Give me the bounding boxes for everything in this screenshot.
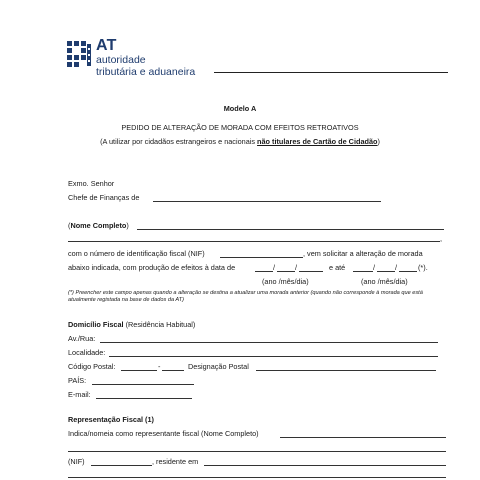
codigo-postal-field-1[interactable] (121, 370, 157, 371)
brand-short: AT (96, 37, 117, 54)
form-subtitle (0, 137, 480, 146)
codigo-postal-dash: - (158, 362, 161, 371)
name-label (68, 221, 129, 230)
date-from-month[interactable] (277, 271, 295, 272)
date-to-month[interactable] (377, 271, 395, 272)
residente-field-2[interactable] (68, 477, 446, 478)
designacao-label: Designação Postal (188, 362, 249, 371)
residente-field[interactable] (204, 465, 446, 466)
codigo-postal-field-2[interactable] (162, 370, 184, 371)
subtitle-text: (A utilizar por cidadãos estrangeiros e nacionais (100, 137, 258, 146)
representante-name-field[interactable] (280, 437, 446, 438)
representacao-heading: Representação Fiscal (1) (68, 415, 154, 424)
date-hint-to: (ano /mês/dia) (361, 277, 408, 286)
name-field-line-2[interactable] (68, 241, 440, 242)
subtitle-close: ) (377, 137, 380, 146)
form-model: Modelo A (223, 104, 257, 113)
localidade-label: Localidade: (68, 348, 106, 357)
nif-field[interactable] (220, 257, 303, 258)
subtitle-emphasis: não titulares de Cartão de Cidadão (257, 137, 378, 146)
paren-close: ) (126, 221, 129, 230)
slash: / (373, 263, 376, 272)
localidade-field[interactable] (109, 356, 438, 357)
paren-open: ( (68, 221, 71, 230)
trailing-comma: , (440, 234, 443, 243)
rua-field[interactable] (100, 342, 438, 343)
date-from-day[interactable] (299, 271, 323, 272)
date-to-day[interactable] (399, 271, 417, 272)
slash: / (273, 263, 276, 272)
footnote: (*) Preencher este campo apenas quando a alteração se destina a atualizar uma morada anterior (quando não corresponde à morada que está atualmente registada na base de dados da AT) (68, 290, 423, 303)
header-divider (214, 72, 448, 73)
date-from-year[interactable] (255, 271, 273, 272)
domicilio-heading (68, 320, 195, 329)
nif-text-2: , vem solicitar a alteração de morada (303, 249, 423, 258)
slash: / (395, 263, 398, 272)
pais-label: PAÍS: (68, 376, 87, 385)
representante-name-field-2[interactable] (68, 451, 446, 452)
designacao-field[interactable] (256, 370, 436, 371)
domicilio-heading-rest: (Residência Habitual) (123, 320, 196, 329)
date-to-year[interactable] (353, 271, 373, 272)
brand-line-1: autoridade (96, 54, 146, 66)
at-logo-icon (66, 40, 92, 70)
date-hint-from: (ano /mês/dia) (262, 277, 309, 286)
asterisk-ref: (*). (418, 263, 428, 272)
e-ate: e até (329, 263, 346, 272)
domicilio-heading-bold: Domicílio Fiscal (68, 320, 124, 329)
brand-line-2: tributária e aduaneira (96, 66, 196, 78)
form-title: PEDIDO DE ALTERAÇÃO DE MORADA COM EFEITOS RETROATIVOS (121, 123, 359, 132)
representante-label: Indica/nomeia como representante fiscal (Nome Completo) (68, 429, 259, 438)
effect-date-text: abaixo indicada, com produção de efeitos à data de (68, 263, 236, 272)
rep-nif-field[interactable] (91, 465, 152, 466)
name-field[interactable] (137, 229, 444, 230)
codigo-postal-label: Código Postal: (68, 362, 116, 371)
pais-field[interactable] (92, 384, 194, 385)
rep-nif-label: (NIF) (68, 457, 85, 466)
salutation-line-1: Exmo. Senhor (68, 179, 115, 188)
email-label: E-mail: (68, 390, 91, 399)
slash: / (295, 263, 298, 272)
financas-field[interactable] (153, 201, 381, 202)
salutation-line-2: Chefe de Finanças de (68, 193, 140, 202)
residente-label: , residente em (152, 457, 199, 466)
nif-text-1: com o número de identificação fiscal (NIF) (68, 249, 205, 258)
name-label-text: Nome Completo (70, 221, 127, 230)
rua-label: Av./Rua: (68, 334, 96, 343)
email-field[interactable] (96, 398, 192, 399)
